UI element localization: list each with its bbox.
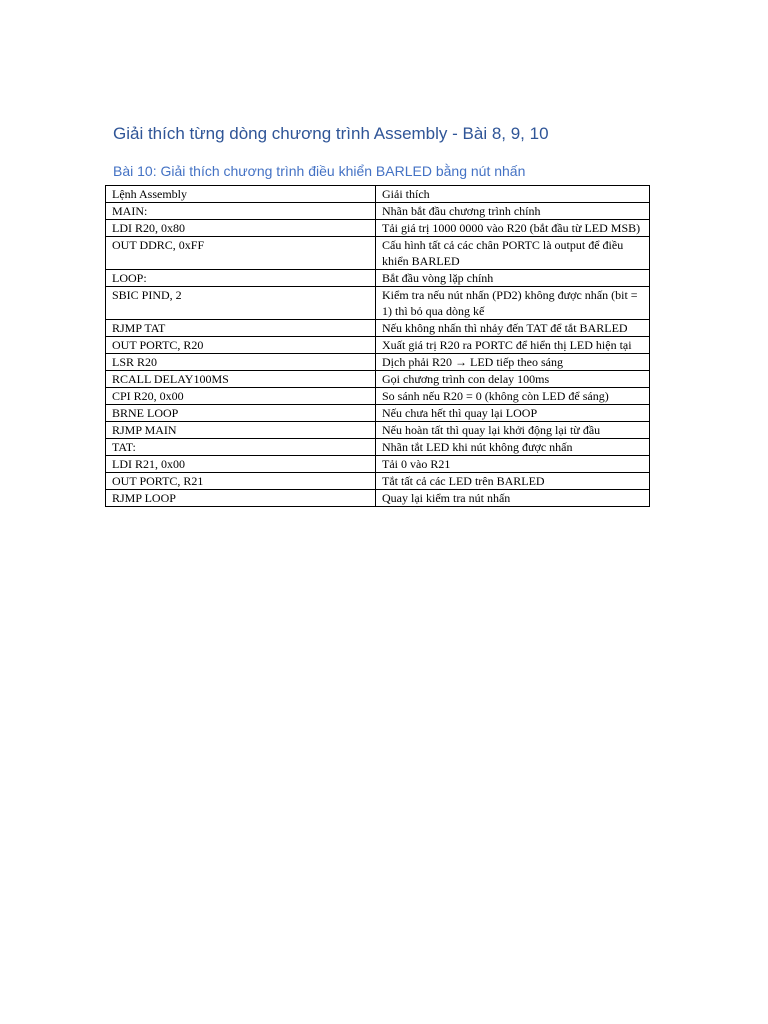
header-instruction: Lệnh Assembly [106, 186, 376, 203]
instruction-cell: RCALL DELAY100MS [106, 371, 376, 388]
instruction-cell: OUT PORTC, R20 [106, 337, 376, 354]
explanation-cell: Tải 0 vào R21 [376, 456, 650, 473]
instruction-cell: CPI R20, 0x00 [106, 388, 376, 405]
table-row [106, 203, 650, 220]
instruction-cell: MAIN: [106, 203, 376, 220]
table-row [106, 456, 650, 473]
explanation-cell: Bắt đầu vòng lặp chính [376, 270, 650, 287]
explanation-cell: Kiểm tra nếu nút nhấn (PD2) không được nhấn (bit = 1) thì bỏ qua dòng kế [376, 287, 650, 320]
instruction-cell: RJMP TAT [106, 320, 376, 337]
assembly-explanation-table [105, 185, 650, 507]
instruction-cell: RJMP LOOP [106, 490, 376, 507]
table-row [106, 405, 650, 422]
explanation-cell: Nếu chưa hết thì quay lại LOOP [376, 405, 650, 422]
table-row [106, 388, 650, 405]
table-row [106, 237, 650, 270]
explanation-cell: Nhãn bắt đầu chương trình chính [376, 203, 650, 220]
table-header-row [106, 186, 650, 203]
instruction-cell: OUT DDRC, 0xFF [106, 237, 376, 270]
explanation-cell: Quay lại kiểm tra nút nhấn [376, 490, 650, 507]
explanation-cell: Dịch phải R20 → LED tiếp theo sáng [376, 354, 650, 371]
table-row [106, 439, 650, 456]
instruction-cell: LDI R21, 0x00 [106, 456, 376, 473]
table-row [106, 320, 650, 337]
instruction-cell: BRNE LOOP [106, 405, 376, 422]
instruction-cell: LSR R20 [106, 354, 376, 371]
explanation-cell: Gọi chương trình con delay 100ms [376, 371, 650, 388]
instruction-cell: OUT PORTC, R21 [106, 473, 376, 490]
explanation-cell: Cấu hình tất cả các chân PORTC là output để điều khiển BARLED [376, 237, 650, 270]
explanation-cell: So sánh nếu R20 = 0 (không còn LED để sáng) [376, 388, 650, 405]
table-row [106, 287, 650, 320]
explanation-cell: Tắt tất cả các LED trên BARLED [376, 473, 650, 490]
table-row [106, 270, 650, 287]
instruction-cell: RJMP MAIN [106, 422, 376, 439]
explanation-cell: Nếu hoàn tất thì quay lại khởi động lại từ đầu [376, 422, 650, 439]
section-heading: Bài 10: Giải thích chương trình điều khiển BARLED bằng nút nhấn [113, 163, 526, 179]
table-row [106, 220, 650, 237]
table-row [106, 337, 650, 354]
instruction-cell: SBIC PIND, 2 [106, 287, 376, 320]
instruction-cell: LDI R20, 0x80 [106, 220, 376, 237]
table-row [106, 422, 650, 439]
table-row [106, 354, 650, 371]
header-explanation: Giải thích [376, 186, 650, 203]
explanation-cell: Xuất giá trị R20 ra PORTC để hiển thị LED hiện tại [376, 337, 650, 354]
table-row [106, 490, 650, 507]
explanation-cell: Nếu không nhấn thì nhảy đến TAT để tắt BARLED [376, 320, 650, 337]
explanation-cell: Tải giá trị 1000 0000 vào R20 (bắt đầu từ LED MSB) [376, 220, 650, 237]
table-row [106, 473, 650, 490]
explanation-cell: Nhãn tắt LED khi nút không được nhấn [376, 439, 650, 456]
table-row [106, 371, 650, 388]
document-title: Giải thích từng dòng chương trình Assembly - Bài 8, 9, 10 [113, 124, 549, 143]
instruction-cell: LOOP: [106, 270, 376, 287]
instruction-cell: TAT: [106, 439, 376, 456]
